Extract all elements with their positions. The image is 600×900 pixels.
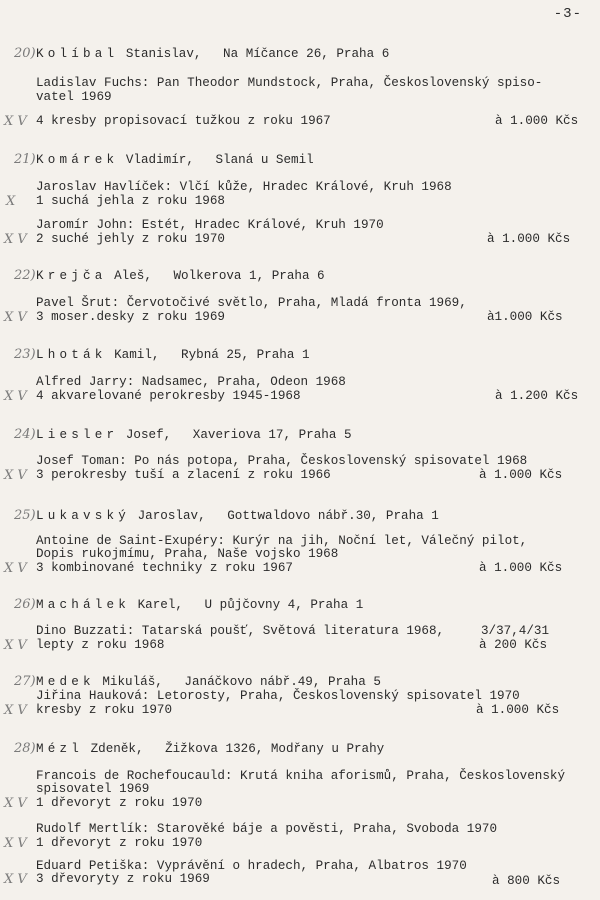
artist-address: U půjčovny 4, Praha 1 [204,598,364,612]
entry-heading [36,348,310,363]
entry-line: 1 dřevoryt z roku 1970 [36,836,203,850]
entry-number: 22) [14,268,36,283]
artist-address: Žižkova 1326, Modřany u Prahy [165,742,385,756]
artist-firstname: Stanislav, [125,47,202,61]
artist-firstname: Kamil, [114,348,160,362]
artist-surname: Kolíbal [36,47,119,61]
entry-line: Alfred Jarry: Nadsamec, Praha, Odeon 1968 [36,375,346,389]
entry-line: Antoine de Saint-Exupéry: Kurýr na jih, Noční let, Válečný pilot, [36,534,528,548]
artist-firstname: Mikuláš, [102,675,163,689]
tick-mark: X V [4,310,27,325]
entry-line: 3 perokresby tuší a zlacení z roku 1966 [36,468,331,482]
entry-line: Jaromír John: Estét, Hradec Králové, Kruh 1970 [36,218,384,232]
tick-mark: X V [4,638,27,653]
entry-line: 3 dřevoryty z roku 1969 [36,872,210,886]
entry-heading [36,269,325,284]
entry-line: Dino Buzzati: Tatarská poušť, Světová literatura 1968, [36,624,445,638]
entry-line: vatel 1969 [36,90,112,104]
tick-mark: X V [4,114,27,129]
entry-line: 3 kombinované techniky z roku 1967 [36,561,293,575]
entry-line: Jiřina Hauková: Letorosty, Praha, Československý spisovatel 1970 [36,689,520,703]
artist-surname: Komárek [36,153,119,167]
entry-price: à 800 Kčs [492,874,561,888]
entry-price: à 1.000 Kčs [479,561,563,575]
entry-line: Ladislav Fuchs: Pan Theodor Mundstock, Praha, Československý spiso- [36,76,543,90]
artist-firstname: Aleš, [114,269,152,283]
entry-line: 2 suché jehly z roku 1970 [36,232,225,246]
artist-address: Na Míčance 26, Praha 6 [223,47,390,61]
tick-mark: X V [4,796,27,811]
entry-line: 4 akvarelované perokresby 1945-1968 [36,389,301,403]
entry-heading [36,47,389,62]
entry-line: 1 dřevoryt z roku 1970 [36,796,203,810]
tick-mark: X [6,194,16,209]
artist-surname: Krejča [36,269,107,283]
entry-price: à 200 Kčs [479,638,548,652]
tick-mark: X V [4,836,27,851]
entry-number: 26) [14,597,36,612]
artist-firstname: Vladimír, [125,153,194,167]
entry-line: 3 moser.desky z roku 1969 [36,310,225,324]
entry-price: à 1.200 Kčs [495,389,579,403]
entry-number: 25) [14,508,36,523]
entry-line: Jaroslav Havlíček: Vlčí kůže, Hradec Králové, Kruh 1968 [36,180,452,194]
entry-heading [36,428,352,443]
entry-line: Pavel Šrut: Červotočivé světlo, Praha, Mladá fronta 1969, [36,296,467,310]
entry-line: 1 suchá jehla z roku 1968 [36,194,225,208]
entry-line: Eduard Petiška: Vyprávění o hradech, Praha, Albatros 1970 [36,859,467,873]
entry-number: 21) [14,152,36,167]
entry-number: 20) [14,46,36,61]
entry-heading [36,153,314,168]
tick-mark: X V [4,872,27,887]
entry-line: kresby z roku 1970 [36,703,173,717]
entry-price: à 1.000 Kčs [487,232,571,246]
artist-surname: Medek [36,675,95,689]
tick-mark: X V [4,389,27,404]
entry-heading [36,742,384,757]
entry-number: 24) [14,427,36,442]
entry-line: Dopis rukojmímu, Praha, Naše vojsko 1968 [36,547,339,561]
artist-surname: Mézl [36,742,84,756]
page-number: -3- [553,6,582,22]
artist-surname: Liesler [36,428,119,442]
tick-mark: X V [4,232,27,247]
artist-firstname: Karel, [137,598,183,612]
entry-note: 3/37,4/31 [481,624,550,638]
entry-line: lepty z roku 1968 [36,638,165,652]
entry-price: à 1.000 Kčs [476,703,560,717]
entry-heading [36,675,381,690]
artist-address: Xaveriova 17, Praha 5 [192,428,352,442]
artist-surname: Machálek [36,598,131,612]
tick-mark: X V [4,468,27,483]
artist-address: Rybná 25, Praha 1 [181,348,310,362]
entry-number: 27) [14,674,36,689]
entry-heading [36,509,439,524]
artist-address: Gottwaldovo nábř.30, Praha 1 [227,509,439,523]
artist-firstname: Josef, [125,428,172,442]
entry-line: Josef Toman: Po nás potopa, Praha, Československý spisovatel 1968 [36,454,528,468]
artist-address: Wolkerova 1, Praha 6 [173,269,325,283]
entry-price: à1.000 Kčs [487,310,563,324]
tick-mark: X V [4,703,27,718]
entry-line: Francois de Rochefoucauld: Krutá kniha aforismů, Praha, Československý [36,769,566,783]
entry-heading [36,598,363,613]
artist-address: Slaná u Semil [215,153,314,167]
entry-line: Rudolf Mertlík: Starověké báje a pověsti, Praha, Svoboda 1970 [36,822,498,836]
artist-surname: Lukavský [36,509,131,523]
entry-line: spisovatel 1969 [36,782,150,796]
artist-firstname: Zdeněk, [90,742,144,756]
entry-line: 4 kresby propisovací tužkou z roku 1967 [36,114,331,128]
entry-number: 28) [14,741,36,756]
entry-number: 23) [14,347,36,362]
artist-firstname: Jaroslav, [137,509,206,523]
entry-price: à 1.000 Kčs [495,114,579,128]
tick-mark: X V [4,561,27,576]
entry-price: à 1.000 Kčs [479,468,563,482]
artist-address: Janáčkovo nábř.49, Praha 5 [184,675,381,689]
artist-surname: Lhoták [36,348,107,362]
